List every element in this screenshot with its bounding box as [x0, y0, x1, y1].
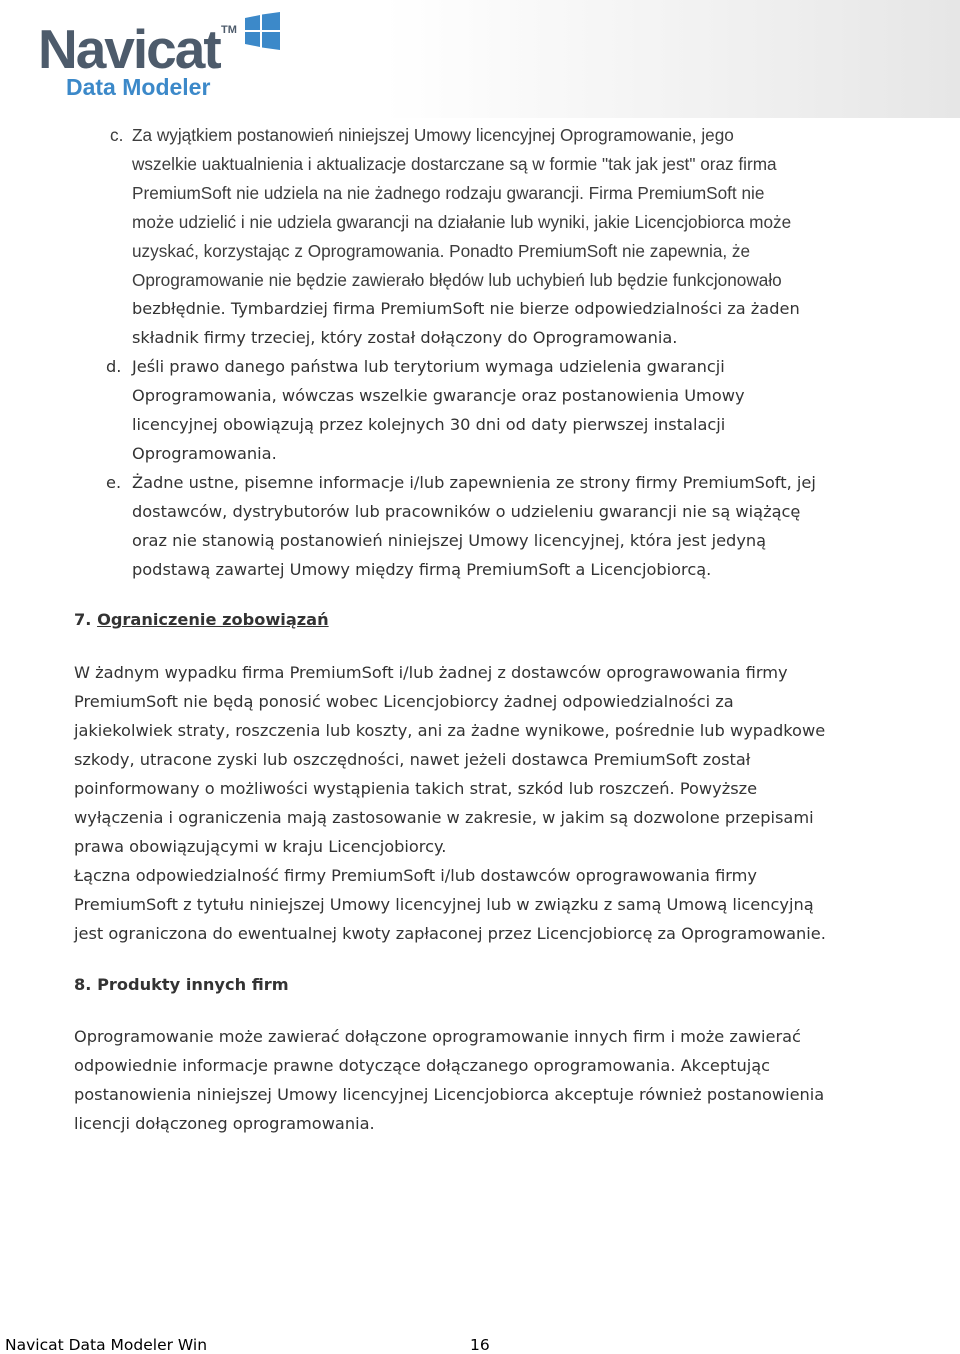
- section-7-line: Łączna odpowiedzialność firmy PremiumSoft i/lub dostawców oprograwowania firmy: [74, 866, 758, 885]
- navicat-logo: [38, 12, 288, 107]
- paragraph-c-line: Oprogramowanie nie będzie zawierało błędów lub uchybień lub będzie funkcjonowało: [132, 270, 782, 290]
- section-7-heading: [74, 610, 329, 630]
- paragraph-e-line: oraz nie stanowią postanowień niniejszej Umowy licencyjnej, która jest jedyną: [132, 531, 767, 550]
- section-7-title: Ograniczenie zobowiązań: [97, 610, 329, 629]
- paragraph-c-marker: c.: [110, 125, 124, 145]
- paragraph-c-line: składnik firmy trzeciej, który został dołączony do Oprogramowania.: [132, 328, 678, 347]
- section-7-line: szkody, utracone zyski lub oszczędności, nawet jeżeli dostawca PremiumSoft został: [74, 750, 751, 769]
- section-7-line: prawa obowiązującymi w kraju Licencjobiorcy.: [74, 837, 447, 856]
- paragraph-d-line: Oprogramowania, wówczas wszelkie gwarancje oraz postanowienia Umowy: [132, 386, 745, 405]
- logo-subtitle: Data Modeler: [66, 74, 211, 100]
- section-8-line: odpowiednie informacje prawne dotyczące dołączanego oprogramowania. Akceptując: [74, 1056, 771, 1075]
- section-8-line: postanowienia niniejszej Umowy licencyjnej Licencjobiorca akceptuje również postanowienia: [74, 1085, 825, 1104]
- paragraph-c-line: może udzielić i nie udziela gwarancji na działanie lub wyniki, jakie Licencjobiorca może: [132, 212, 792, 232]
- paragraph-d-line: Oprogramowania.: [132, 444, 277, 463]
- section-8-number: 8.: [74, 975, 92, 994]
- paragraph-d-line: Jeśli prawo danego państwa lub terytorium wymaga udzielenia gwarancji: [132, 357, 725, 376]
- section-8-line: Oprogramowanie może zawierać dołączone oprogramowanie innych firm i może zawierać: [74, 1027, 801, 1046]
- footer-product-name: Navicat Data Modeler Win: [5, 1336, 208, 1354]
- section-7-line: PremiumSoft nie będą ponosić wobec Licencjobiorcy żadnej odpowiedzialności za: [74, 692, 734, 711]
- paragraph-e-line: podstawą zawartej Umowy między firmą PremiumSoft a Licencjobiorcą.: [132, 560, 712, 579]
- section-8-heading: [74, 975, 289, 995]
- paragraph-c-line: Za wyjątkiem postanowień niniejszej Umowy licencyjnej Oprogramowanie, jego: [132, 125, 734, 145]
- section-7-line: wyłączenia i ograniczenia mają zastosowanie w zakresie, w jakim są dozwolone przepisami: [74, 808, 814, 827]
- section-7-number: 7.: [74, 610, 92, 629]
- paragraph-e-line: Żadne ustne, pisemne informacje i/lub zapewnienia ze strony firmy PremiumSoft, jej: [132, 473, 816, 492]
- logo-trademark: TM: [221, 24, 237, 36]
- paragraph-c-line: bezbłędnie. Tymbardziej firma PremiumSoft nie bierze odpowiedzialności za żaden: [132, 299, 800, 318]
- footer-page-number: 16: [470, 1336, 490, 1354]
- section-7-line: jest ograniczona do ewentualnej kwoty zapłaconej przez Licencjobiorcę za Oprogramowanie.: [74, 924, 826, 943]
- logo-wordmark: Navicat: [38, 18, 220, 80]
- paragraph-c-line: wszelkie uaktualnienia i aktualizacje dostarczane są w formie "tak jak jest" oraz firma: [132, 154, 777, 174]
- section-7-line: poinformowany o możliwości wystąpienia takich strat, szkód lub roszczeń. Powyższe: [74, 779, 758, 798]
- section-7-line: PremiumSoft z tytułu niniejszej Umowy licencyjnej lub w związku z samą Umową licencyjną: [74, 895, 814, 914]
- paragraph-d-marker: d.: [106, 357, 122, 376]
- paragraph-e-line: dostawców, dystrybutorów lub pracowników o udzieleniu gwarancji nie są wiążącę: [132, 502, 801, 521]
- section-8-title: Produkty innych firm: [97, 975, 289, 994]
- paragraph-c-line: uzyskać, korzystając z Oprogramowania. Ponadto PremiumSoft nie zapewnia, że: [132, 241, 751, 261]
- section-7-line: jakiekolwiek straty, roszczenia lub koszty, ani za żadne wynikowe, pośrednie lub wypadkowe: [74, 721, 826, 740]
- paragraph-e-marker: e.: [106, 473, 122, 492]
- windows-icon: [245, 12, 281, 52]
- paragraph-c-line: PremiumSoft nie udziela na nie żadnego rodzaju gwarancji. Firma PremiumSoft nie: [132, 183, 765, 203]
- section-8-line: licencji dołączoneg oprogramowania.: [74, 1114, 375, 1133]
- paragraph-d-line: licencyjnej obowiązują przez kolejnych 30 dni od daty pierwszej instalacji: [132, 415, 726, 434]
- section-7-line: W żadnym wypadku firma PremiumSoft i/lub żadnej z dostawców oprograwowania firmy: [74, 663, 788, 682]
